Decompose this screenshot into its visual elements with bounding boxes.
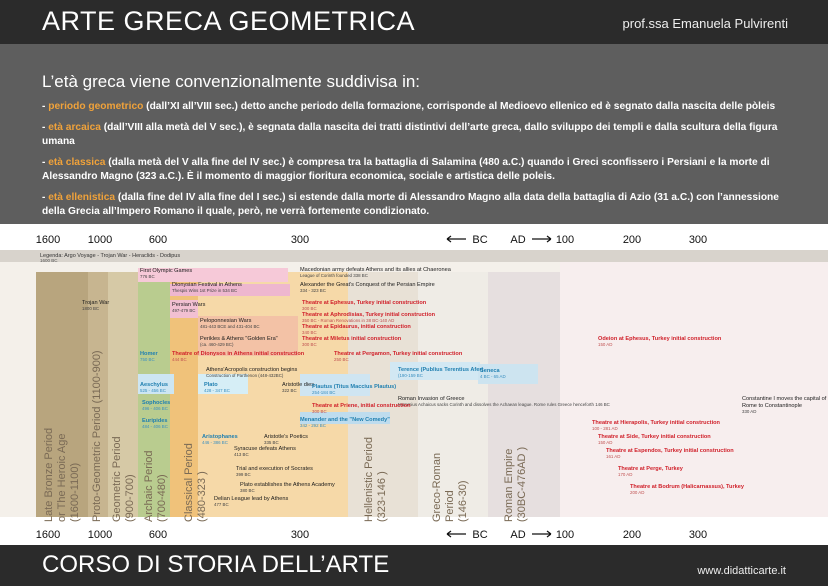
bottom-tick-label: 300 xyxy=(290,529,310,541)
intro-item: - età classica (dalla metà del V alla fine del IV sec.) è compresa tra la battaglia di Salamina (480 a.C.) quando i Greci sconfissero i Persiani e la morte di Alessandro Magno (323 a.C.). È il momento di maggior fioritura economica, sociale e artistica delle poleis. xyxy=(42,157,770,182)
event-date: Thespis Wins 1st Prize in 534 BC xyxy=(172,288,238,293)
theatre-title: Theatre at Ephesus, Turkey initial construction xyxy=(302,300,427,306)
author-date: 428 - 347 BC xyxy=(204,388,230,393)
event-date: (ca. 460-429 BC) xyxy=(200,342,234,347)
event-title: Aristotle dies xyxy=(282,382,315,388)
author-date: (190-159 BC xyxy=(398,373,423,378)
intro-lead: L’età greca viene convenzionalmente suddivisa in: xyxy=(42,72,421,91)
legend-date: 1600 BC xyxy=(40,258,58,263)
bc-ad-arrow xyxy=(447,236,551,242)
author-title: Homer xyxy=(140,351,158,357)
theatre-title: Theatre at Perge, Turkey xyxy=(618,466,683,472)
event-date: 334 - 323 BC xyxy=(300,288,326,293)
intro-highlight: età classica xyxy=(48,157,106,168)
period-label: (480-323 ) xyxy=(196,471,208,522)
event-date: 335 BC xyxy=(264,440,279,445)
event-title: Roman Invasion of Greece xyxy=(398,396,465,402)
author-title: Terence (Publius Terentius Afer) xyxy=(398,367,484,373)
author-date: 254-184 BC xyxy=(312,390,336,395)
bottom-tick-label: 100 xyxy=(555,529,575,541)
theatre-title: Theatre at Aphrodisias, Turkey initial construction xyxy=(302,312,436,318)
theatre-title: Theatre at Pergamon, Turkey initial construction xyxy=(334,351,463,357)
theatre-date: 150 AD xyxy=(598,440,613,445)
period-label: (30BC-476AD ) xyxy=(516,446,528,522)
period-col-greco xyxy=(418,272,488,517)
author-date: 525 - 456 BC xyxy=(140,388,166,393)
author-date: 750 BC xyxy=(140,357,155,362)
period-label: Proto-Geometric Period (1100-900) xyxy=(91,350,103,522)
event-date: 413 BC xyxy=(234,452,249,457)
author-title: Plautus (Titus Maccius Plautus) xyxy=(312,384,397,390)
theatre-title: Theatre at Side, Turkey initial construction xyxy=(598,434,711,440)
author-title: Plato xyxy=(204,382,218,388)
period-label: Greco-Roman xyxy=(431,452,443,522)
course-title: CORSO DI STORIA DELL’ARTE xyxy=(42,551,390,578)
author-date: 4 BC - 65 AD xyxy=(480,374,506,379)
event-title: Alexander the Great's Conquest of the Persian Empire xyxy=(300,282,435,288)
event-title: Trojan War xyxy=(82,300,110,306)
bottom-tick-label: 300 xyxy=(688,529,708,541)
event-date: 380 BC xyxy=(240,488,255,493)
author-title: Aristophanes xyxy=(202,434,238,440)
site-url: www.didatticarte.it xyxy=(697,565,786,577)
top-tick-label: 100 xyxy=(555,234,575,246)
event-title: First Olympic Games xyxy=(140,268,193,274)
period-label: (323-146 ) xyxy=(376,471,388,522)
bottom-tick-label: 200 xyxy=(622,529,642,541)
period-label: Period xyxy=(444,490,456,522)
theatre-title: Theatre at Hierapolis, Turkey initial construction xyxy=(592,420,720,426)
author-title: Aeschylus xyxy=(140,382,168,388)
event-title: Constantine I moves the capital of xyxy=(742,396,827,402)
period-label: Hellenistic Period xyxy=(363,437,375,522)
intro-panel xyxy=(0,44,828,224)
theatre-title: Theatre at Bodrum (Halicarnassus), Turkey xyxy=(630,484,744,490)
theatre-date: 150 AD xyxy=(598,342,613,347)
event-date: Mummius Achaicus sacks Corinth and dissolves the Achaean league. Rome rules Greece henceforth 146 BC xyxy=(398,402,610,407)
top-tick-label: 300 xyxy=(688,234,708,246)
bottom-tick-label: 1000 xyxy=(87,529,113,541)
top-tick-label: BC xyxy=(472,234,488,246)
author-title: Euripides xyxy=(142,418,168,424)
page-title: ARTE GRECA GEOMETRICA xyxy=(42,6,416,36)
intro-text: (dalla metà del V alla fine del IV sec.) è compresa tra la battaglia di Salamina (480 a.C.) quando i Greci sconfissero i Persiani e la morte di Alessandro Magno (323 a.C.). È il momento di maggior fioritura economica, sociale e artistica delle poleis. xyxy=(42,157,770,182)
theatre-title: Theatre at Espendos, Turkey initial construction xyxy=(606,448,734,454)
event-date: 497-479 BC xyxy=(172,308,196,313)
top-tick-label: 200 xyxy=(622,234,642,246)
theatre-title: Theatre of Dionysos in Athens initial construction xyxy=(172,351,305,357)
event-title: Dionysian Festival in Athens xyxy=(172,282,242,288)
footer-bar xyxy=(0,545,828,586)
bottom-tick-label: BC xyxy=(472,529,488,541)
event-title: Plato establishes the Athens Academy xyxy=(240,482,335,488)
author-title: Sophocles xyxy=(142,400,171,406)
intro-list xyxy=(42,100,802,226)
period-label: (700-480) xyxy=(156,474,168,522)
header-bar xyxy=(0,0,828,44)
roman-bg xyxy=(560,262,828,517)
event-title: Trial and execution of Socrates xyxy=(236,466,313,472)
period-label: Classical Period xyxy=(183,443,195,522)
author-date: 484 - 406 BC xyxy=(142,424,168,429)
intro-highlight: età arcaica xyxy=(48,122,101,133)
intro-item: - età arcaica (dall’VIII alla metà del V sec.), è segnata dalla nascita dei tratti distintivi dell’arte greca, dallo sviluppo dei templi e dalla scultura della figura umana xyxy=(42,122,778,147)
bc-ad-arrow xyxy=(447,531,551,537)
event-date: 330 AD xyxy=(742,409,757,414)
intro-item: - periodo geometrico (dall’XI all’VIII sec.) detto anche periodo della formazione, corrisponde al Medioevo ellenico ed è segnato dalla nascita delle pòleis xyxy=(42,101,776,112)
intro-text: (dall’XI all’VIII sec.) detto anche periodo della formazione, corrisponde al Medioevo ellenico ed è segnato dalla nascita delle pòleis xyxy=(143,101,776,112)
top-tick-label: AD xyxy=(510,234,526,246)
theatre-date: 350 BC - Roman Renovations in 38 BC-140 AD xyxy=(302,318,395,323)
theatre-date: 161 AD xyxy=(606,454,621,459)
author-date: 342 - 292 BC xyxy=(300,423,326,428)
event-date: 322 BC xyxy=(282,388,297,393)
theatre-title: Theatre at Miletus initial construction xyxy=(302,336,402,342)
theatre-date: 100 - 281 AD xyxy=(592,426,618,431)
theatre-date: 340 BC xyxy=(302,330,317,335)
timeline-panel xyxy=(0,224,828,545)
event-date: Construction of Parthenon (448-432BC) xyxy=(206,373,284,378)
period-label: Geometric Period xyxy=(111,436,123,522)
author-date: 496 - 406 BC xyxy=(142,406,168,411)
theatre-title: Theatre at Priene, initial construction xyxy=(312,403,411,409)
author-title: Menander and the "New Comedy" xyxy=(300,417,390,423)
top-tick-label: 1000 xyxy=(87,234,113,246)
theatre-title: Odeion at Ephesus, Turkey initial construction xyxy=(598,336,722,342)
intro-item: - età ellenistica (dalla fine del IV alla fine del I sec.) si estende dalla morte di Alessandro Magno alla data della battaglia di Azio (31 a.C.) con l’annessione della Grecia all’Impero Romano il quale, però, ne verrà fortemente condizionato. xyxy=(42,192,779,217)
period-label: (1600-1100) xyxy=(69,462,81,522)
period-label: Late Bronze Period xyxy=(43,427,55,522)
author-date: 446 - 386 BC xyxy=(202,440,228,445)
event-date: League of Corinth founded 338 BC xyxy=(300,273,368,278)
event-date: 1800 BC xyxy=(82,306,100,311)
event-title: Peloponnesian Wars xyxy=(200,318,252,324)
event-title: Rome to Constantinople xyxy=(742,403,803,409)
intro-text: (dall’VIII alla metà del V sec.), è segnata dalla nascita dei tratti distintivi dell’arte greca, dallo sviluppo dei templi e dalla scultura della figura umana xyxy=(42,122,778,147)
legend-text: Legenda: Argo Voyage - Trojan War - Heraclids - Dodipus xyxy=(40,253,181,259)
theatre-date: 200 AD xyxy=(630,490,645,495)
theatre-date: 444 BC xyxy=(172,357,187,362)
top-tick-label: 600 xyxy=(148,234,168,246)
period-label: Archaic Period xyxy=(143,450,155,522)
author-title: Seneca xyxy=(480,368,500,374)
theatre-date: 170 AD xyxy=(618,472,633,477)
theatre-date: 300 BC xyxy=(302,342,317,347)
period-label: or The Heroic Age xyxy=(56,433,68,522)
bottom-tick-label: 1600 xyxy=(35,529,61,541)
event-date: 776 BC xyxy=(140,274,155,279)
author-name: prof.ssa Emanuela Pulvirenti xyxy=(622,16,788,31)
event-title: Perikles & Athens "Golden Era" xyxy=(200,336,278,342)
event-date: 477 BC xyxy=(214,502,229,507)
event-date: 399 BC xyxy=(236,472,251,477)
event-title: Athens'Acropolis construction begins xyxy=(206,367,298,373)
top-tick-label: 300 xyxy=(290,234,310,246)
theatre-title: Theatre at Epidaurus, initial construction xyxy=(302,324,411,330)
intro-highlight: età ellenistica xyxy=(48,192,116,203)
theatre-date: 300 BC xyxy=(302,306,317,311)
period-label: Roman Empire xyxy=(503,448,515,522)
bottom-tick-label: 600 xyxy=(148,529,168,541)
theatre-date: 300 BC xyxy=(312,409,327,414)
bottom-tick-label: AD xyxy=(510,529,526,541)
event-title: Persian Wars xyxy=(172,302,206,308)
event-title: Aristotle's Poetics xyxy=(264,434,308,440)
event-title: Delian League lead by Athens xyxy=(214,496,289,502)
theatre-date: 250 BC xyxy=(334,357,349,362)
event-date: 481-443 BCE and 431-404 BC xyxy=(200,324,260,329)
event-title: Syracuse defeats Athens xyxy=(234,446,296,452)
intro-text: (dalla fine del IV alla fine del I sec.) si estende dalla morte di Alessandro Magno alla data della battaglia di Azio (31 a.C.) con l’annessione della Grecia all’Impero Romano il quale, però, ne verrà fortemente condizionato. xyxy=(42,192,779,217)
intro-highlight: periodo geometrico xyxy=(48,101,144,112)
period-label: (900-700) xyxy=(124,474,136,522)
event-title: Macedonian army defeats Athens and its allies at Chaeronea xyxy=(300,267,451,273)
period-label: (146-30) xyxy=(457,480,469,522)
top-tick-label: 1600 xyxy=(35,234,61,246)
timeline-graphic xyxy=(0,224,828,545)
